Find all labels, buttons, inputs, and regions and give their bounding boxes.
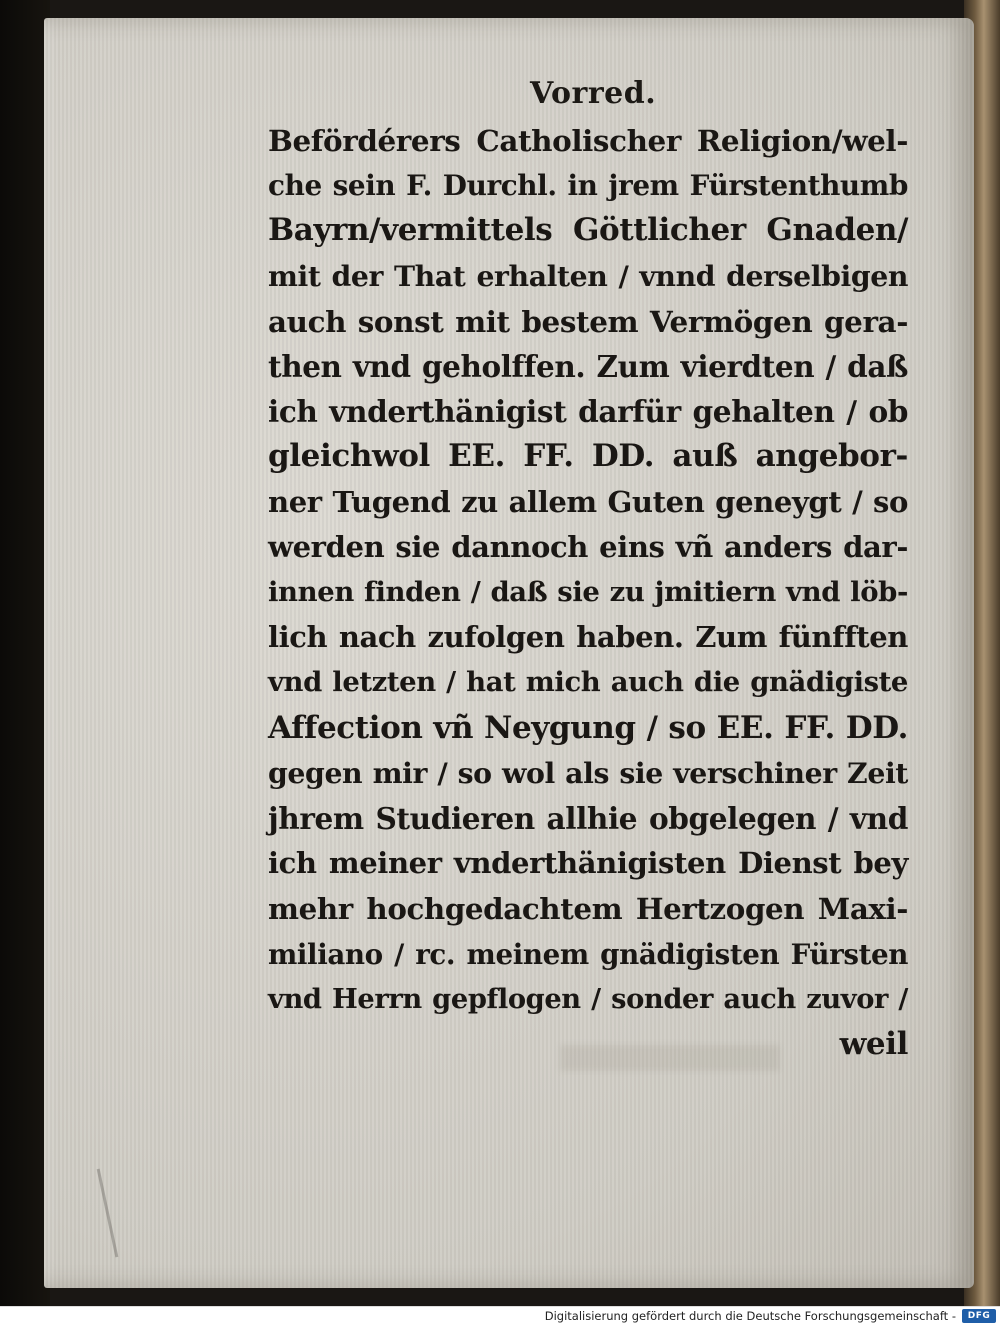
text-line: lich nach zufolgen haben. Zum fünfften bbox=[268, 620, 908, 655]
text-line: werden sie dannoch eins vñ anders dar- bbox=[268, 529, 908, 564]
footer-bar bbox=[0, 1306, 1000, 1327]
text-line: innen finden / daß sie zu jmitiern vnd löb- bbox=[268, 576, 908, 609]
catchword: weil bbox=[839, 1026, 908, 1063]
running-head: Vorred. bbox=[530, 76, 657, 111]
text-line: gleichwol EE. FF. DD. auß angebor- bbox=[268, 438, 908, 475]
text-line: mehr hochgedachtem Hertzogen Maxi- bbox=[268, 891, 908, 927]
text-line: Befördérers Catholischer Religion/wel- bbox=[268, 123, 908, 158]
text-line: auch sonst mit bestem Vermögen gera- bbox=[268, 303, 908, 339]
text-line: ich vnderthänigist darfür gehalten / ob bbox=[268, 394, 908, 430]
funding-credit: Digitalisierung gefördert durch die Deutsche Forschungsgemeinschaft - bbox=[544, 1309, 956, 1323]
text-line: vnd letzten / hat mich auch die gnädigiste bbox=[268, 666, 908, 699]
body-text bbox=[268, 118, 908, 1067]
text-line: miliano / rc. meinem gnädigisten Fürsten bbox=[268, 937, 908, 971]
text-line: gegen mir / so wol als sie verschiner Zeit bbox=[268, 755, 908, 790]
text-line: che sein F. Durchl. in jrem Fürstenthumb bbox=[268, 169, 908, 203]
text-line: then vnd geholffen. Zum vierdten / daß bbox=[268, 349, 908, 385]
text-line: vnd Herrn gepflogen / sonder auch zuvor / bbox=[268, 982, 908, 1015]
page-crease bbox=[97, 1169, 119, 1258]
text-line: Bayrn/vermittels Göttlicher Gnaden/ bbox=[268, 212, 908, 249]
text-line: jhrem Studieren allhie obgelegen / vnd bbox=[268, 801, 908, 837]
text-line: ich meiner vnderthänigisten Dienst bey bbox=[268, 846, 908, 881]
text-line: ner Tugend zu allem Guten geneygt / so bbox=[268, 484, 908, 519]
bleed-through-shadow bbox=[560, 1045, 780, 1071]
book-edge-left bbox=[0, 0, 50, 1306]
text-line: Affection vñ Neygung / so EE. FF. DD. bbox=[268, 709, 908, 746]
text-line: mit der That erhalten / vnnd derselbigen bbox=[268, 258, 908, 293]
dfg-logo[interactable]: DFG bbox=[962, 1309, 996, 1323]
